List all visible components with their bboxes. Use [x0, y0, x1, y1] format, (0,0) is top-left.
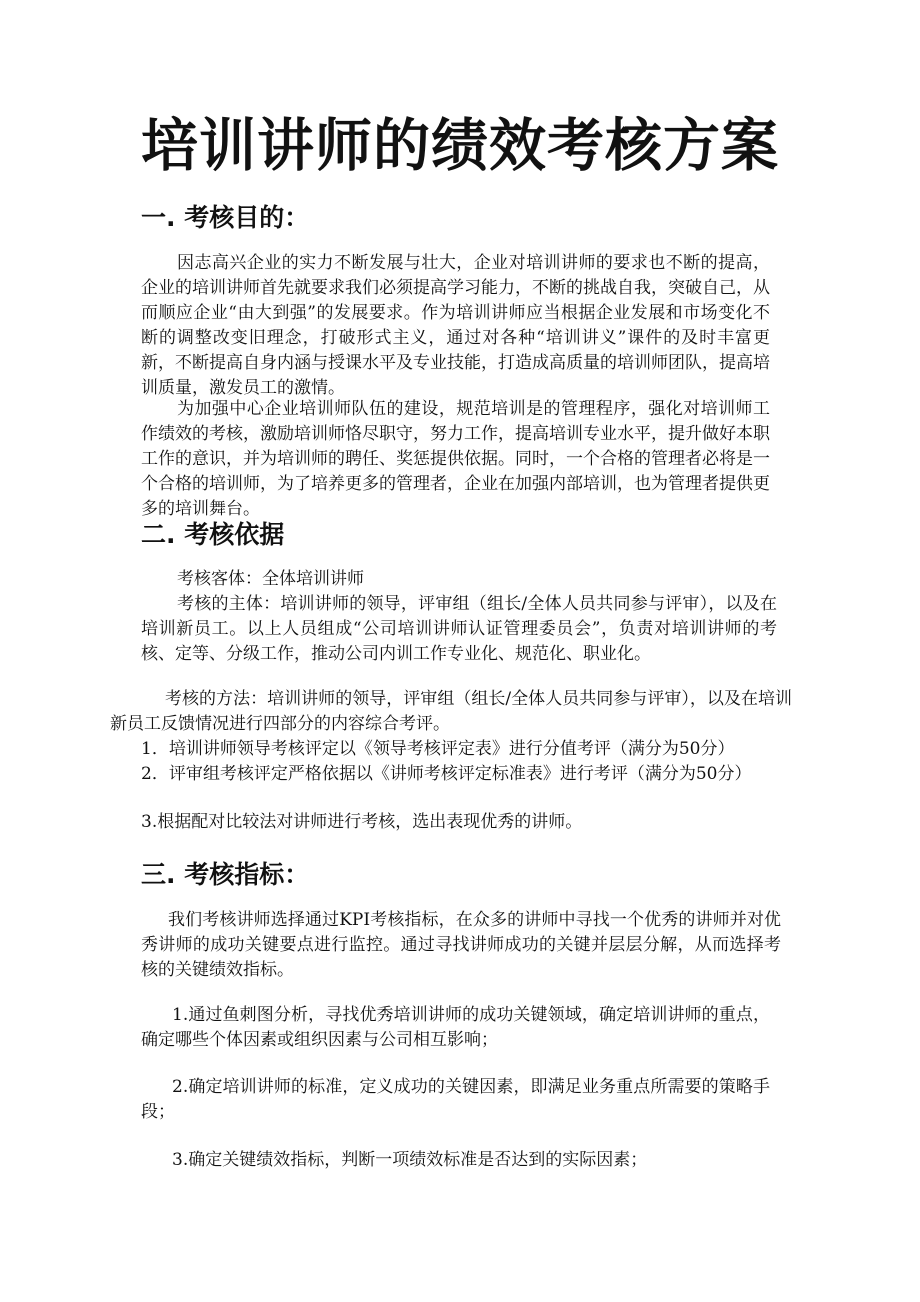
list-item-2: 2．评审组考核评定严格依据以《讲师考核评定标准表》进行考评（满分为50分）: [141, 764, 752, 784]
section-heading-indicators: 三. 考核指标：: [141, 860, 310, 889]
paragraph-assessment-method: 考核的方法：培训讲师的领导，评审组（组长/全体人员共同参与评审），以及在培训新员工反馈情况进行四部分的内容综合考评。: [110, 689, 792, 734]
document-title: 培训讲师的绩效考核方案: [141, 112, 779, 179]
section-heading-basis: 二. 考核依据: [141, 520, 285, 549]
indicator-step-3: 3.确定关键绩效指标，判断一项绩效标准是否达到的实际因素；: [172, 1150, 648, 1170]
paragraph-purpose-1: 因志高兴企业的实力不断发展与壮大，企业对培训讲师的要求也不断的提高，企业的培训讲师首先就要求我们必须提高学习能力，不断的挑战自我，突破自己，从而顺应企业“由大到强”的发展要求。作为培训讲师应当根据企业发展和市场变化不断的调整改变旧理念，打破形式主义，通过对各种“培训讲义”课件的及时丰富更新，不断提高自身内涵与授课水平及专业技能，打造成高质量的培训师团队，提高培训质量，激发员工的激情。: [141, 253, 770, 398]
list-item-1: 1．培训讲师领导考核评定以《领导考核评定表》进行分值考评（满分为50分）: [141, 739, 735, 759]
paragraph-purpose-2: 为加强中心企业培训师队伍的建设，规范培训是的管理程序，强化对培训师工作绩效的考核，激励培训师恪尽职守，努力工作，提高培训专业水平，提升做好本职工作的意识，并为培训师的聘任、奖惩提供依据。同时，一个合格的管理者必将是一个合格的培训师，为了培养更多的管理者，企业在加强内部培训，也为管理者提供更多的培训舞台。: [141, 399, 770, 519]
section-heading-purpose: 一. 考核目的：: [141, 203, 310, 232]
indicator-step-1: 1.通过鱼刺图分析，寻找优秀培训讲师的成功关键领域，确定培训讲师的重点，确定哪些个体因素或组织因素与公司相互影响；: [141, 1005, 770, 1050]
list-item-3: 3.根据配对比较法对讲师进行考核，选出表现优秀的讲师。: [141, 812, 583, 832]
paragraph-assessment-object: 考核客体：全体培训讲师: [177, 569, 364, 589]
indicator-step-2: 2.确定培训讲师的标准，定义成功的关键因素，即满足业务重点所需要的策略手段；: [141, 1077, 770, 1122]
paragraph-assessment-subject: 考核的主体：培训讲师的领导，评审组（组长/全体人员共同参与评审），以及在培训新员工。以上人员组成“公司培训讲师认证管理委员会”，负责对培训讲师的考核、定等、分级工作，推动公司内训工作专业化、规范化、职业化。: [141, 594, 777, 664]
paragraph-kpi-intro: 我们考核讲师选择通过KPI考核指标，在众多的讲师中寻找一个优秀的讲师并对优秀讲师的成功关键要点进行监控。通过寻找讲师成功的关键并层层分解，从而选择考核的关键绩效指标。: [141, 910, 781, 980]
